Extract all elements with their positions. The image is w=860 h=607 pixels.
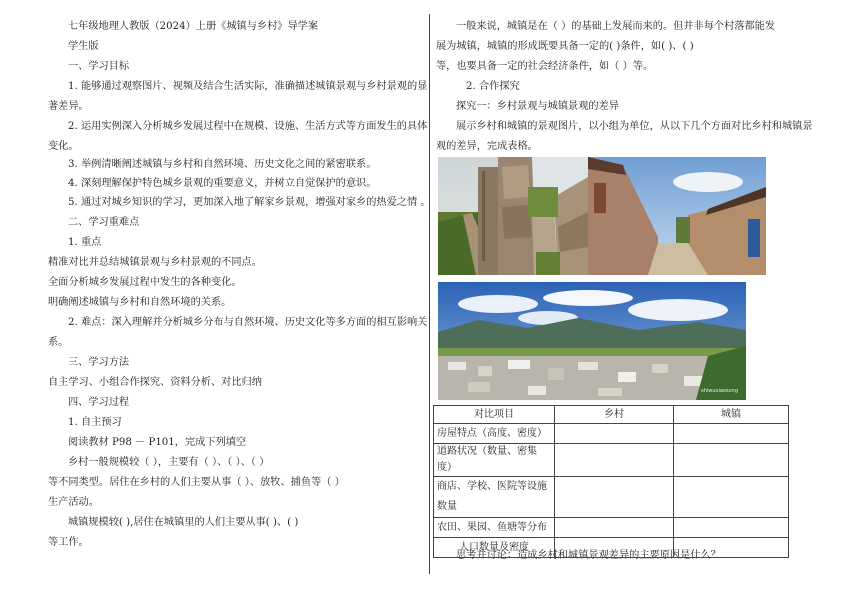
preview-instruction: 阅读教材 P98 － P101，完成下列填空 — [68, 437, 247, 448]
table-row — [434, 424, 789, 444]
row-rural-cell[interactable] — [555, 477, 674, 518]
edition-label: 学生版 — [68, 41, 99, 52]
header-town: 城镇 — [674, 406, 789, 424]
objective-5: 5. 通过对城乡知识的学习，更加深入地了解家乡景观，增强对家乡的热爱之情 。 — [68, 197, 431, 208]
cooperation-heading: 2. 合作探究 — [466, 81, 520, 92]
row-rural-cell[interactable] — [555, 518, 674, 538]
key-point-3: 明确阐述城镇与乡村和自然环境的关系。 — [48, 297, 232, 308]
row-town-cell[interactable] — [674, 444, 789, 477]
section-methods: 三、学习方法 — [68, 357, 130, 368]
exploration-1-title: 探究一：乡村景观与城镇景观的差异 — [456, 101, 619, 112]
row-item: 道路状况（数量、密集度） — [434, 444, 555, 477]
objective-4: 4. 深刻理解保护特色城乡景观的重要意义，并树立自觉保护的意识。 — [68, 178, 377, 189]
row-item: 房屋特点（高度、密度） — [434, 424, 555, 444]
town-fill-line-2: 等工作。 — [48, 537, 89, 548]
row-town-cell[interactable] — [674, 477, 789, 518]
village-path-photo — [438, 157, 498, 275]
section-objectives: 一、学习目标 — [68, 61, 130, 72]
instruction-line-1: 展示乡村和城镇的景观图片，以小组为单位，从以下几个方面对比乡村和城镇景 — [456, 121, 813, 132]
row-town-cell[interactable] — [674, 538, 789, 558]
objective-2-line-2: 变化。 — [48, 141, 79, 152]
rural-fill-line-2: 等不同类型。居住在乡村的人们主要从事（ ）、放牧、捕鱼等（ ） — [48, 477, 345, 488]
difficulty-line-2: 系。 — [48, 337, 69, 348]
discussion-question: 思考并讨论：造成乡村和城镇景观差异的主要原因是什么？ — [456, 550, 721, 561]
rural-fill-line-1: 乡村一般规模较（ ），主要有（ ）、（ ）、（ ） — [68, 457, 270, 468]
town-aerial-photo — [438, 282, 746, 400]
instruction-line-2: 观的差异，完成表格。 — [436, 141, 538, 152]
preview-heading: 1. 自主预习 — [68, 417, 122, 428]
objective-1-line-2: 著差异。 — [48, 101, 89, 112]
table-row — [434, 477, 789, 518]
column-divider — [429, 14, 430, 574]
objective-2-line-1: 2. 运用实例深入分析城乡发展过程中在规模、设施、生活方式等方面发生的具体 — [68, 121, 428, 132]
objective-3: 3. 举例清晰阐述城镇与乡村和自然环境、历史文化之间的紧密联系。 — [68, 159, 377, 170]
methods-text: 自主学习、小组合作探究、资料分析、对比归纳 — [48, 377, 262, 388]
formation-line-1: 一般来说，城镇是在（ ）的基础上发展而来的。但并非每个村落都能发 — [456, 21, 776, 32]
formation-line-2: 展为城镇，城镇的形成既要具备一定的( )条件，如( )、( ) — [436, 41, 694, 52]
row-item: 商店、学校、医院等设施数量 — [434, 477, 555, 518]
header-rural: 乡村 — [555, 406, 674, 424]
key-point-2: 全面分析城乡发展过程中发生的各种变化。 — [48, 277, 242, 288]
stone-alley-photo — [498, 157, 588, 275]
rural-fill-line-3: 生产活动。 — [48, 497, 99, 508]
table-row — [434, 518, 789, 538]
table-row — [434, 538, 789, 558]
difficulty-line-1: 2. 难点：深入理解并分析城乡分布与自然环境、历史文化等多方面的相互影响关 — [68, 317, 428, 328]
formation-line-3: 等，也要具备一定的社会经济条件，如（ ）等。 — [436, 61, 654, 72]
row-town-cell[interactable] — [674, 518, 789, 538]
row-rural-cell[interactable] — [555, 538, 674, 558]
section-process: 四、学习过程 — [68, 397, 130, 408]
row-item: 农田、果园、鱼塘等分布 — [434, 518, 555, 538]
row-town-cell[interactable] — [674, 424, 789, 444]
town-fill-line-1: 城镇规模较( ),居住在城镇里的人们主要从事( )、( ) — [68, 517, 299, 528]
village-lane-photo — [588, 157, 766, 275]
key-point-1: 精准对比并总结城镇景观与乡村景观的不同点。 — [48, 257, 262, 268]
comparison-table — [433, 405, 789, 558]
row-rural-cell[interactable] — [555, 424, 674, 444]
document-title: 七年级地理人教版（2024）上册《城镇与乡村》导学案 — [68, 21, 319, 32]
key-point-heading: 1. 重点 — [68, 237, 102, 248]
photo-watermark: shiwuxiaosong — [701, 388, 738, 394]
row-item: 人口数量及密度 — [434, 538, 555, 558]
table-row — [434, 444, 789, 477]
table-header-row — [434, 406, 789, 424]
header-item: 对比项目 — [434, 406, 555, 424]
objective-1-line-1: 1. 能够通过观察图片、视频及结合生活实际，准确描述城镇景观与乡村景观的显 — [68, 81, 428, 92]
section-key-points: 二、学习重难点 — [68, 217, 140, 228]
row-rural-cell[interactable] — [555, 444, 674, 477]
